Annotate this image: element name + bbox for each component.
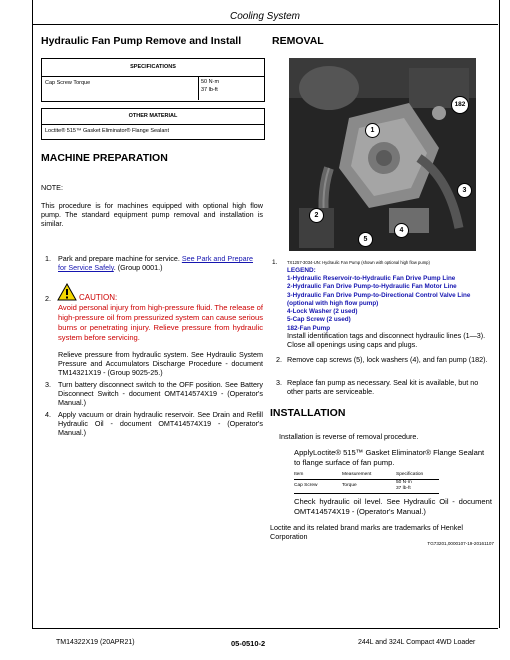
legend-item: 182-Fan Pump <box>287 324 331 332</box>
table-spec-2: 37 lb-ft <box>396 486 411 491</box>
callout-4: 4 <box>394 223 409 238</box>
step3-text: Turn battery disconnect switch to the OFF position. See Battery Disconnect Switch - document OMT414574X19 - (Operator's Manual.) <box>58 380 263 407</box>
legend-item: 4-Lock Washer (2 used) <box>287 308 358 316</box>
footer-right: 244L and 324L Compact 4WD Loader <box>358 639 476 646</box>
torque-table <box>294 472 494 494</box>
caution-text: Avoid personal injury from high-pressure fluid. The release of high-pressure oil from pressurized system can cause serious burns or penetrating injury. Relieve pressure from hydraulic system before servicing. <box>58 303 263 342</box>
r-step1-number: 1. <box>272 259 278 266</box>
install-text: Installation is reverse of removal procedure. <box>279 432 419 441</box>
legend-item: 1-Hydraulic Reservoir-to-Hydraulic Fan Drive Pump Line <box>287 275 456 282</box>
callout-3: 3 <box>457 183 472 198</box>
step4-number: 4. <box>45 410 51 419</box>
specs-heading: SPECIFICATIONS <box>130 64 176 70</box>
caution-label: CAUTION: <box>79 293 118 302</box>
r-step1-text: Install identification tags and disconnect hydraulic lines (1—3). Close all openings using caps and plugs. <box>287 331 486 349</box>
step1-after: . (Group 0001.) <box>113 263 163 272</box>
specifications-table <box>41 58 265 102</box>
park-prepare-link[interactable]: See Park and Prepare for Service Safely <box>58 254 253 272</box>
table-spec-1: 50 N·m <box>396 480 412 485</box>
table-item: Cap Screw <box>294 483 318 488</box>
specs-row-value-1: 50 N·m <box>201 79 220 85</box>
table-header-specification: Specification <box>396 472 424 477</box>
callout-2: 2 <box>309 208 324 223</box>
step4-text: Apply vacuum or drain hydraulic reservoir. See Drain and Refill Hydraulic Oil - document OMT414574X19 - (Operator's Manual.) <box>58 410 263 437</box>
legend-title: LEGEND: <box>287 267 316 274</box>
section-header: Cooling System <box>229 11 301 22</box>
r-step3-number: 3. <box>276 378 282 387</box>
callout-1: 1 <box>365 123 380 138</box>
note-text: This procedure is for machines equipped with optional high flow pump. The standard equipment pump removal and installation is similar. <box>41 201 263 228</box>
table-header-item: Item <box>294 472 304 477</box>
installation-heading: INSTALLATION <box>270 407 346 419</box>
r-step2-text: Remove cap screws (5), lock washers (4), and fan pump (182). <box>287 355 488 364</box>
material-heading: OTHER MATERIAL <box>128 113 178 119</box>
step3-number: 3. <box>45 380 51 389</box>
legend-item: 2-Hydraulic Fan Drive Pump-to-Hydraulic Fan Motor Line <box>287 283 457 291</box>
footer-page-number: 05-0510-2 <box>231 639 266 648</box>
r-step3-text: Replace fan pump as necessary. Seal kit is available, but no other parts are serviceable. <box>287 378 479 396</box>
specs-row-value-2: 37 lb-ft <box>201 87 218 93</box>
legend-item: 3-Hydraulic Fan Drive Pump-to-Directional Control Valve Line (optional with high flow pump) <box>287 291 471 307</box>
table-header-measurement: Measurement <box>342 472 372 477</box>
table-measurement: Torque <box>342 483 357 488</box>
step1-number: 1. <box>45 254 51 263</box>
trademark-text: Loctite and its related brand marks are trademarks of Henkel Corporation <box>270 523 463 541</box>
material-row: Loctite® 515™ Gasket Eliminator® Flange Sealant <box>45 128 169 134</box>
check-text: Check hydraulic oil level. See Hydraulic Oil - document OMT414574X19 - (Operator's Manual.) <box>294 497 492 516</box>
step2-number: 2. <box>45 294 51 303</box>
legend-list <box>287 275 494 333</box>
step1-text: Park and prepare machine for service. <box>58 254 180 263</box>
fan-pump-photo <box>289 58 476 251</box>
footer-rule <box>32 628 498 629</box>
apply-text: ApplyLoctite® 515™ Gasket Eliminator® Flange Sealant to flange surface of fan pump. <box>294 448 485 467</box>
note-label: NOTE: <box>41 183 63 192</box>
removal-heading: REMOVAL <box>272 35 324 47</box>
callout-182: 182 <box>451 96 469 114</box>
image-caption: TX1257-3034-UN: Hydraulic Fan Pump (shown with optional high flow pump) <box>287 260 430 265</box>
header-rule <box>32 24 498 25</box>
doc-id: TG73201,0000107-19-20161107 <box>427 541 494 546</box>
machine-prep-heading: MACHINE PREPARATION <box>41 152 168 164</box>
legend-item: 5-Cap Screw (2 used) <box>287 316 351 324</box>
warning-triangle-icon <box>57 283 77 301</box>
callout-5: 5 <box>358 232 373 247</box>
step2-text: Relieve pressure from hydraulic system. See Hydraulic System Pressure and Accumulators Discharge Procedure - document TM14321X19 - (Group 9025-25.) <box>58 350 263 377</box>
footer-left: TM14322X19 (20APR21) <box>56 639 135 646</box>
specs-row-label: Cap Screw Torque <box>45 80 91 86</box>
other-material-table <box>41 108 265 140</box>
page-title: Hydraulic Fan Pump Remove and Install <box>41 35 242 47</box>
r-step2-number: 2. <box>276 355 282 364</box>
step1 <box>58 254 263 272</box>
